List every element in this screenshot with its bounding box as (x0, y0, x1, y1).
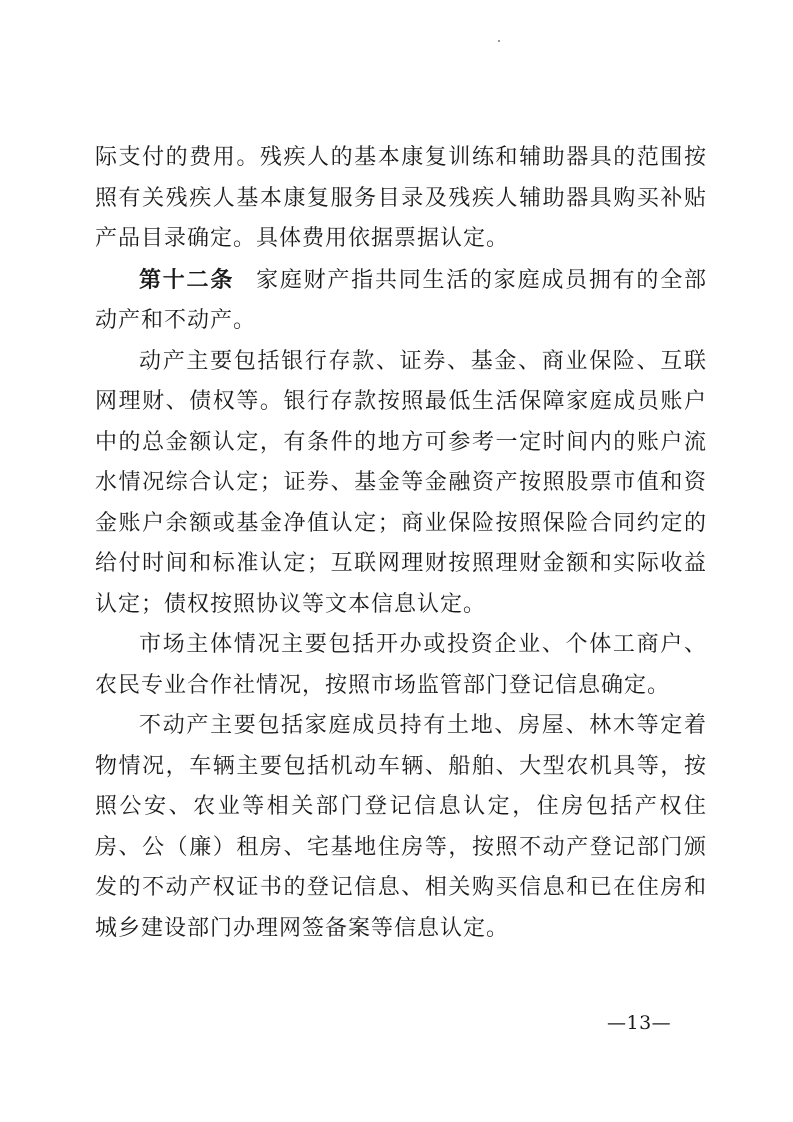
paragraph-3 (95, 342, 707, 626)
paragraph-4-text: 市场主体情况主要包括开办或投资企业、个体工商户、农民专业合作社情况，按照市场监管部门登记信息确定。 (95, 632, 707, 698)
scan-speck (498, 40, 500, 42)
article-number: 第十二条 (139, 266, 235, 293)
paragraph-5-text: 不动产主要包括家庭成员持有土地、房屋、林木等定着物情况，车辆主要包括机动车辆、船舶、大型农机具等，按照公安、农业等相关部门登记信息认定，住房包括产权住房、公（廉）租房、宅基地住房等，按照不动产登记部门颁发的不动产权证书的登记信息、相关购买信息和已在住房和城乡建设部门办理网签备案等信息认定。 (95, 713, 707, 941)
paragraph-2-text: 家庭财产指共同生活的家庭成员拥有的全部动产和不动产。 (95, 267, 707, 333)
paragraph-1 (95, 138, 707, 260)
paragraph-4 (95, 625, 707, 706)
paragraph-1-text: 际支付的费用。残疾人的基本康复训练和辅助器具的范围按照有关残疾人基本康复服务目录及残疾人辅助器具购买补贴产品目录确定。具体费用依据票据认定。 (95, 145, 707, 251)
body-text (95, 138, 707, 949)
paragraph-3-text: 动产主要包括银行存款、证券、基金、商业保险、互联网理财、债权等。银行存款按照最低生活保障家庭成员账户中的总金额认定，有条件的地方可参考一定时间内的账户流水情况综合认定；证券、基金等金融资产按照股票市值和资金账户余额或基金净值认定；商业保险按照保险合同约定的给付时间和标准认定；互联网理财按照理财金额和实际收益认定；债权按照协议等文本信息认定。 (95, 348, 707, 617)
page-number: —13— (607, 1012, 672, 1034)
paragraph-5 (95, 706, 707, 949)
paragraph-2 (95, 260, 707, 342)
